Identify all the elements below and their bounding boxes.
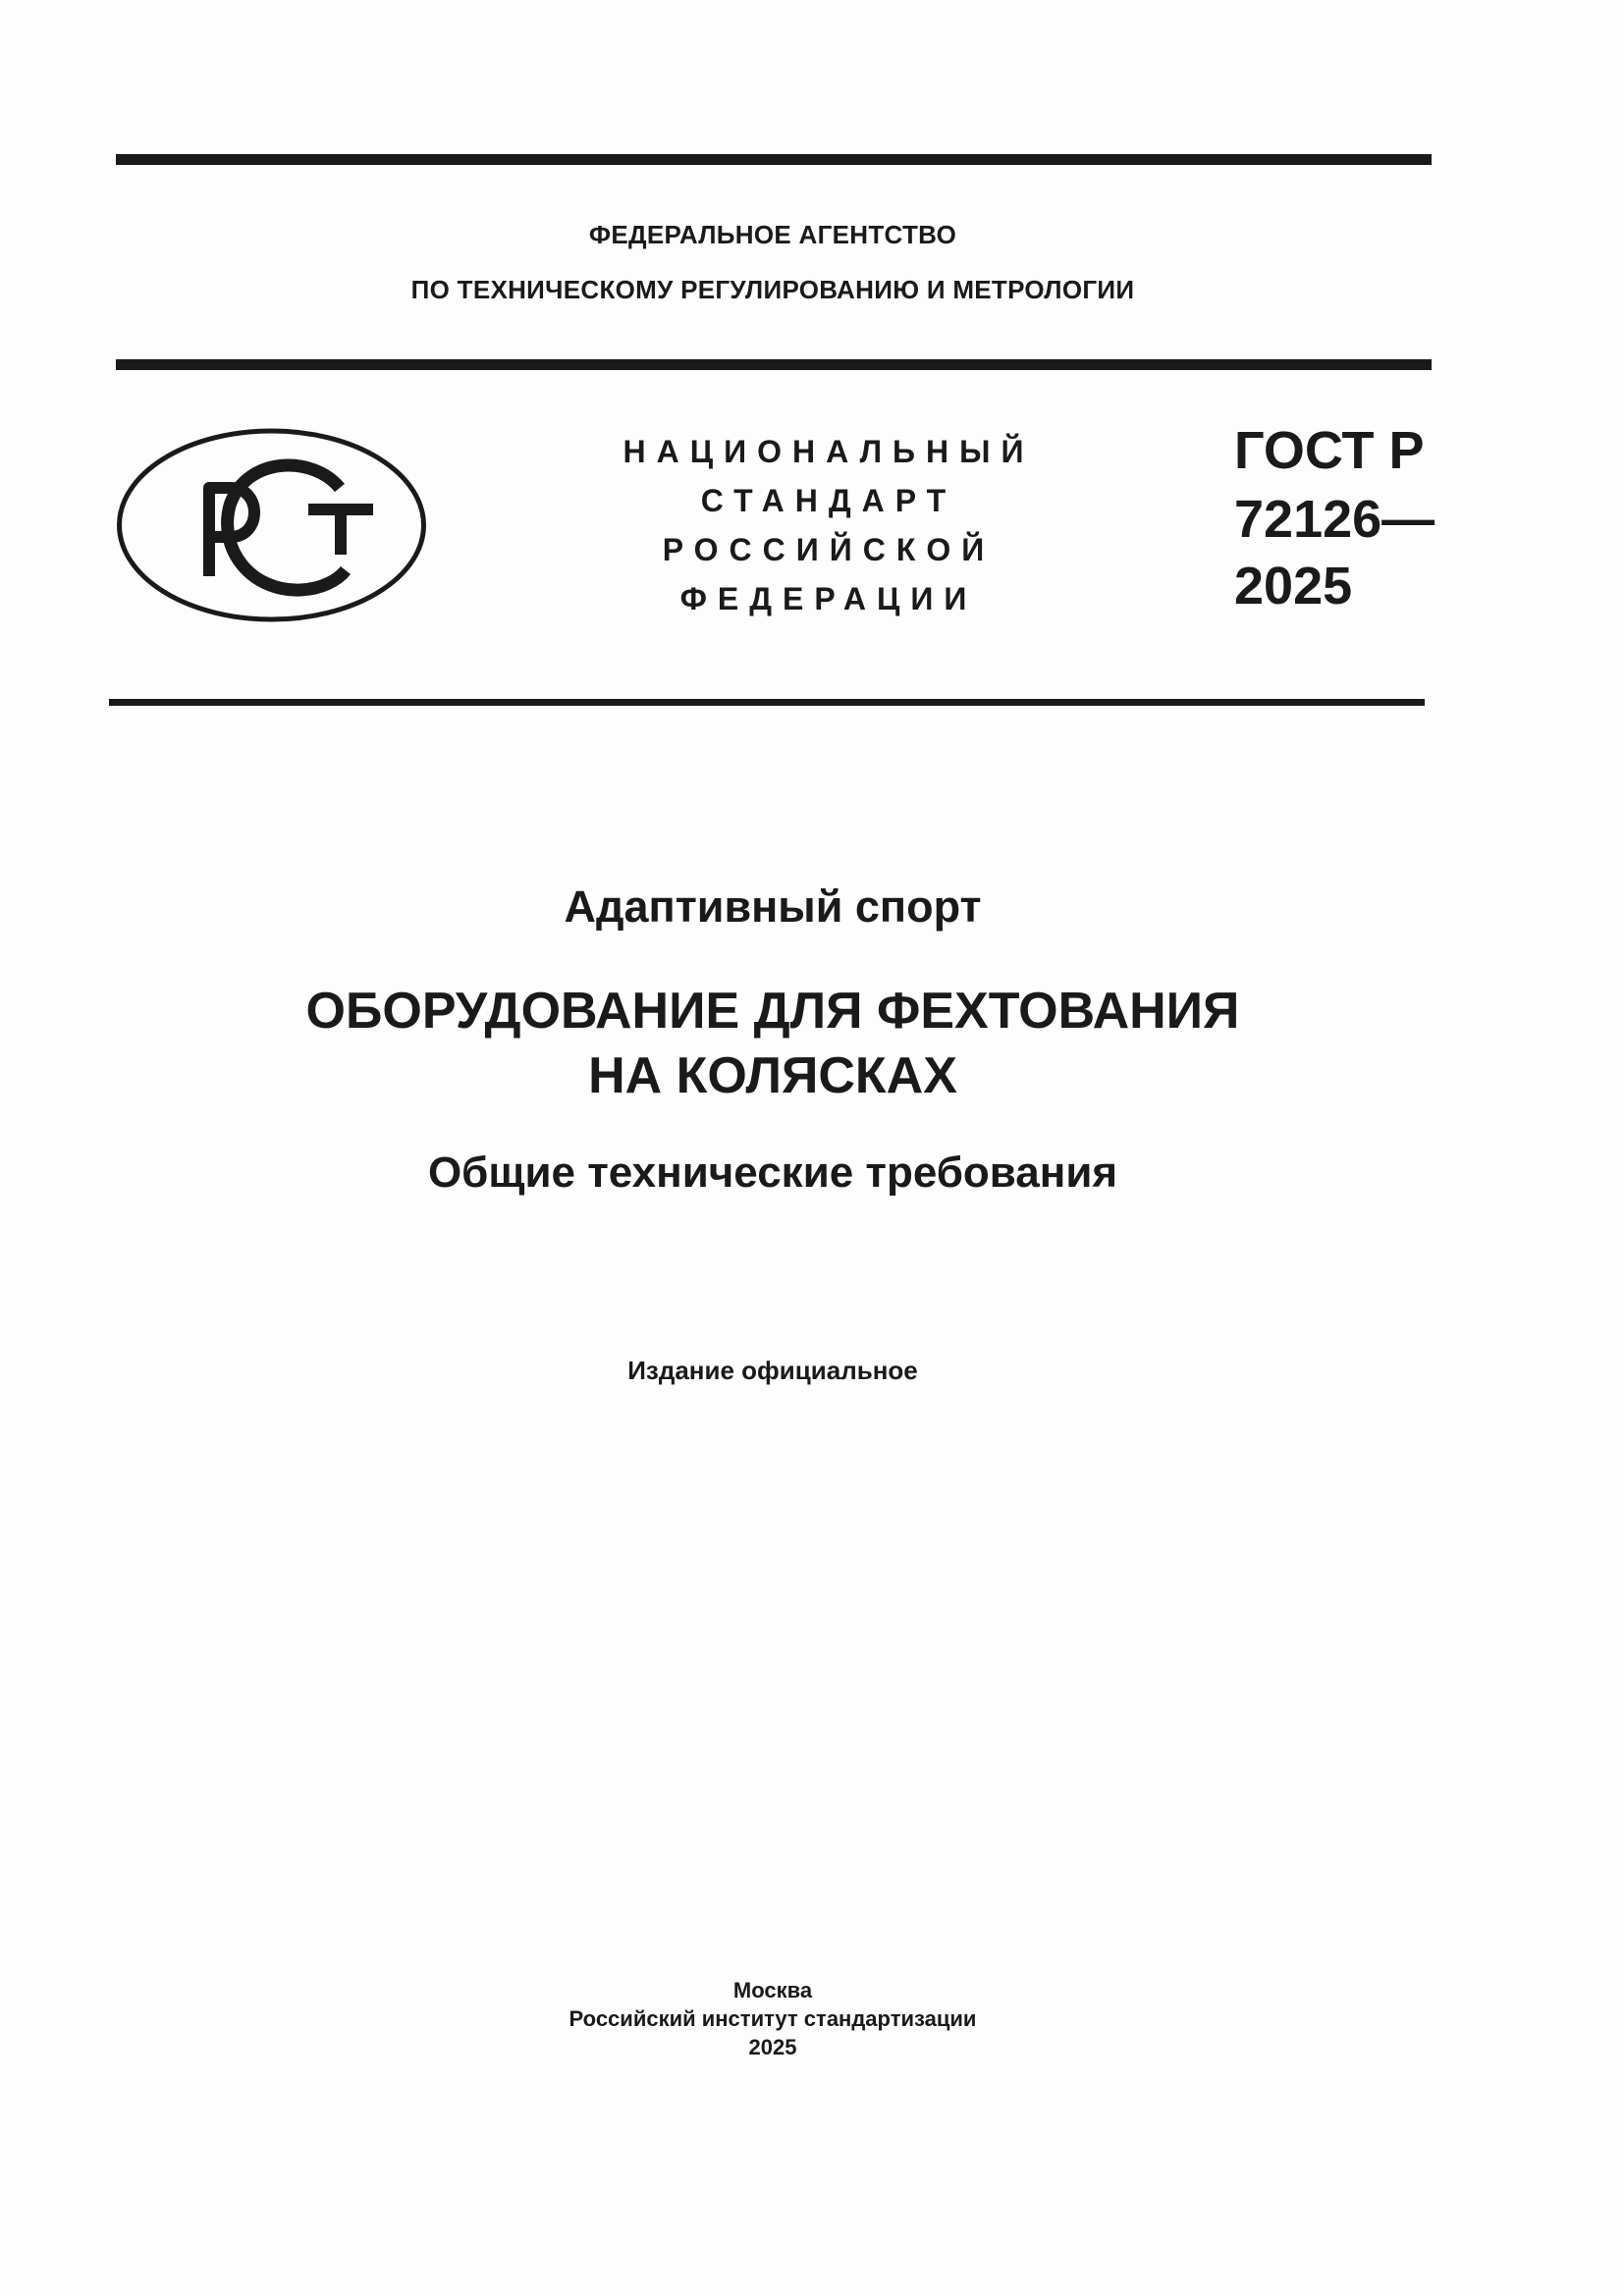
designation-line-2: 72126— [1234,490,1435,549]
rst-conformity-mark-icon [116,427,427,623]
top-rule [116,154,1432,165]
standard-type-line-2: СТАНДАРТ [700,483,957,518]
agency-name-line-1: ФЕДЕРАЛЬНОЕ АГЕНТСТВО [588,220,957,249]
imprint-year: 2025 [748,2035,797,2059]
standard-type-line-1: НАЦИОНАЛЬНЫЙ [623,434,1035,469]
standard-type-line-4: ФЕДЕРАЦИИ [679,581,978,616]
designation-line-3: 2025 [1234,557,1353,615]
document-subject: Адаптивный спорт [564,881,982,932]
imprint-publisher: Российский институт стандартизации [568,2006,977,2031]
document-title-line-2: НА КОЛЯСКАХ [588,1047,957,1104]
middle-rule [116,359,1432,370]
document-subtitle: Общие технические требования [427,1148,1118,1197]
standard-type-line-3: РОССИЙСКОЙ [662,532,996,567]
bottom-rule [109,699,1425,706]
edition-note: Издание официальное [627,1356,918,1385]
imprint-city: Москва [732,1978,813,2002]
designation-line-1: ГОСТ Р [1234,421,1425,480]
agency-name-line-2: ПО ТЕХНИЧЕСКОМУ РЕГУЛИРОВАНИЮ И МЕТРОЛОГИИ [410,275,1135,304]
document-title-line-1: ОБОРУДОВАНИЕ ДЛЯ ФЕХТОВАНИЯ [305,983,1240,1040]
